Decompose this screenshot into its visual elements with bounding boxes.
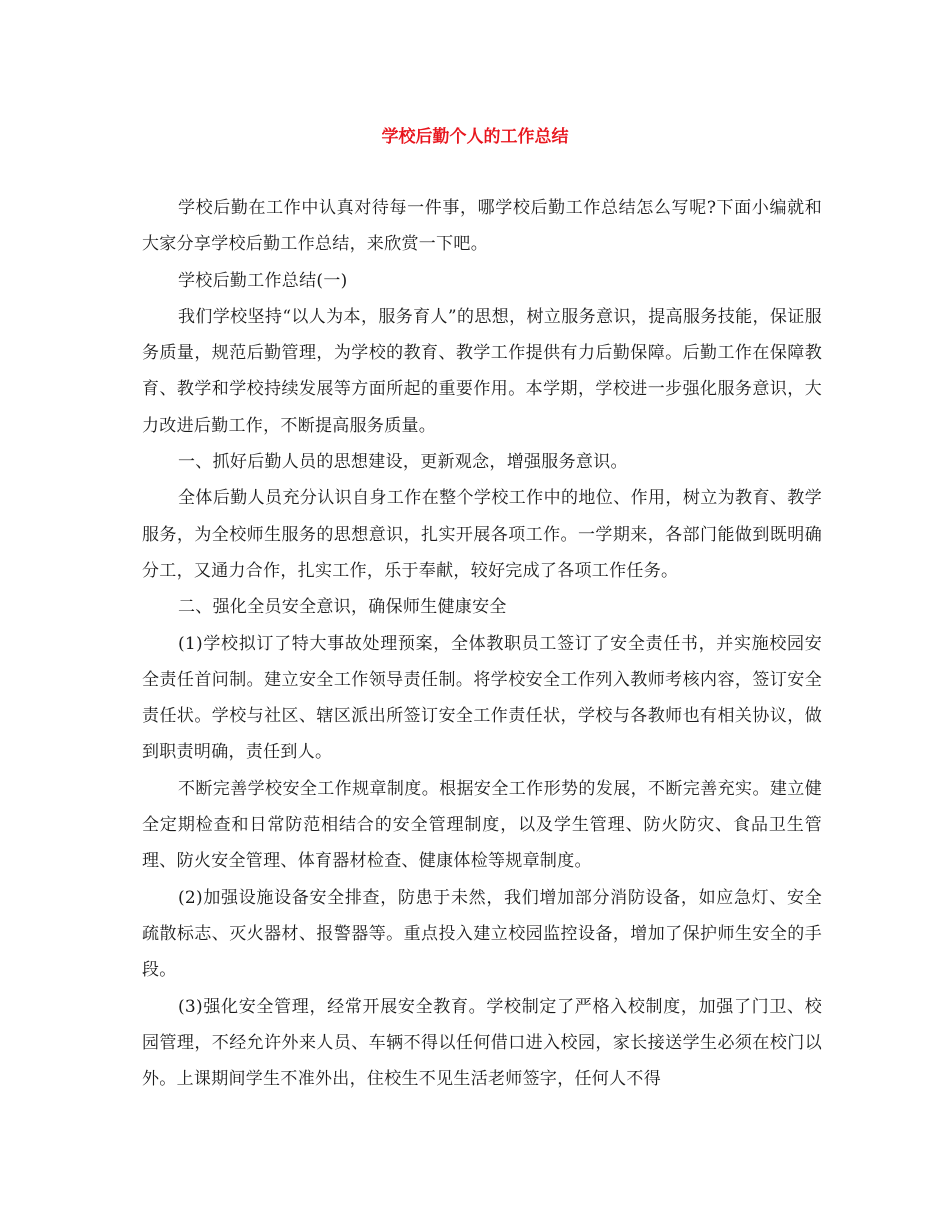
paragraph: (3)强化安全管理，经常开展安全教育。学校制定了严格入校制度，加强了门卫、校园管理，不经允许外来人员、车辆不得以任何借口进入校园，家长接送学生必须在校门以外。上课期间学生不准外出，住校生不见生活老师签字，任何人不得 [142, 996, 822, 1090]
section-heading: 一、抓好后勤人员的思想建设，更新观念，增强服务意识。 [178, 452, 628, 473]
section-heading: 学校后勤工作总结(一) [178, 270, 348, 291]
paragraph: (2)加强设施设备安全排查，防患于未然，我们增加部分消防设备，如应急灯、安全疏散标志、灭火器材、报警器等。重点投入建立校园监控设备，增加了保护师生安全的手段。 [142, 887, 822, 981]
paragraph: (1)学校拟订了特大事故处理预案，全体教职员工签订了安全责任书，并实施校园安全责任首问制。建立安全工作领导责任制。将学校安全工作列入教师考核内容，签订安全责任状。学校与社区、辖区派出所签订安全工作责任状，学校与各教师也有相关协议，做到职责明确，责任到人。 [142, 633, 822, 763]
document-title: 学校后勤个人的工作总结 [381, 127, 569, 147]
document-body [142, 190, 822, 1097]
paragraph: 全体后勤人员充分认识自身工作在整个学校工作中的地位、作用，树立为教育、教学服务，为全校师生服务的思想意识，扎实开展各项工作。一学期来，各部门能做到既明确分工，又通力合作，扎实工作，乐于奉献，较好完成了各项工作任务。 [142, 488, 822, 581]
intro-paragraph: 学校后勤在工作中认真对待每一件事，哪学校后勤工作总结怎么写呢?下面小编就和大家分享学校后勤工作总结，来欣赏一下吧。 [142, 198, 822, 255]
paragraph: 我们学校坚持“以人为本，服务育人”的思想，树立服务意识，提高服务技能，保证服务质量，规范后勤管理，为学校的教育、教学工作提供有力后勤保障。后勤工作在保障教育、教学和学校持续发展等方面所起的重要作用。本学期，学校进一步强化服务意识，大力改进后勤工作，不断提高服务质量。 [142, 306, 822, 436]
paragraph: 不断完善学校安全工作规章制度。根据安全工作形势的发展，不断完善充实。建立健全定期检查和日常防范相结合的安全管理制度，以及学生管理、防火防灾、食品卫生管理、防火安全管理、体育器材检查、健康体检等规章制度。 [142, 778, 822, 872]
section-heading: 二、强化全员安全意识，确保师生健康安全 [178, 597, 507, 618]
